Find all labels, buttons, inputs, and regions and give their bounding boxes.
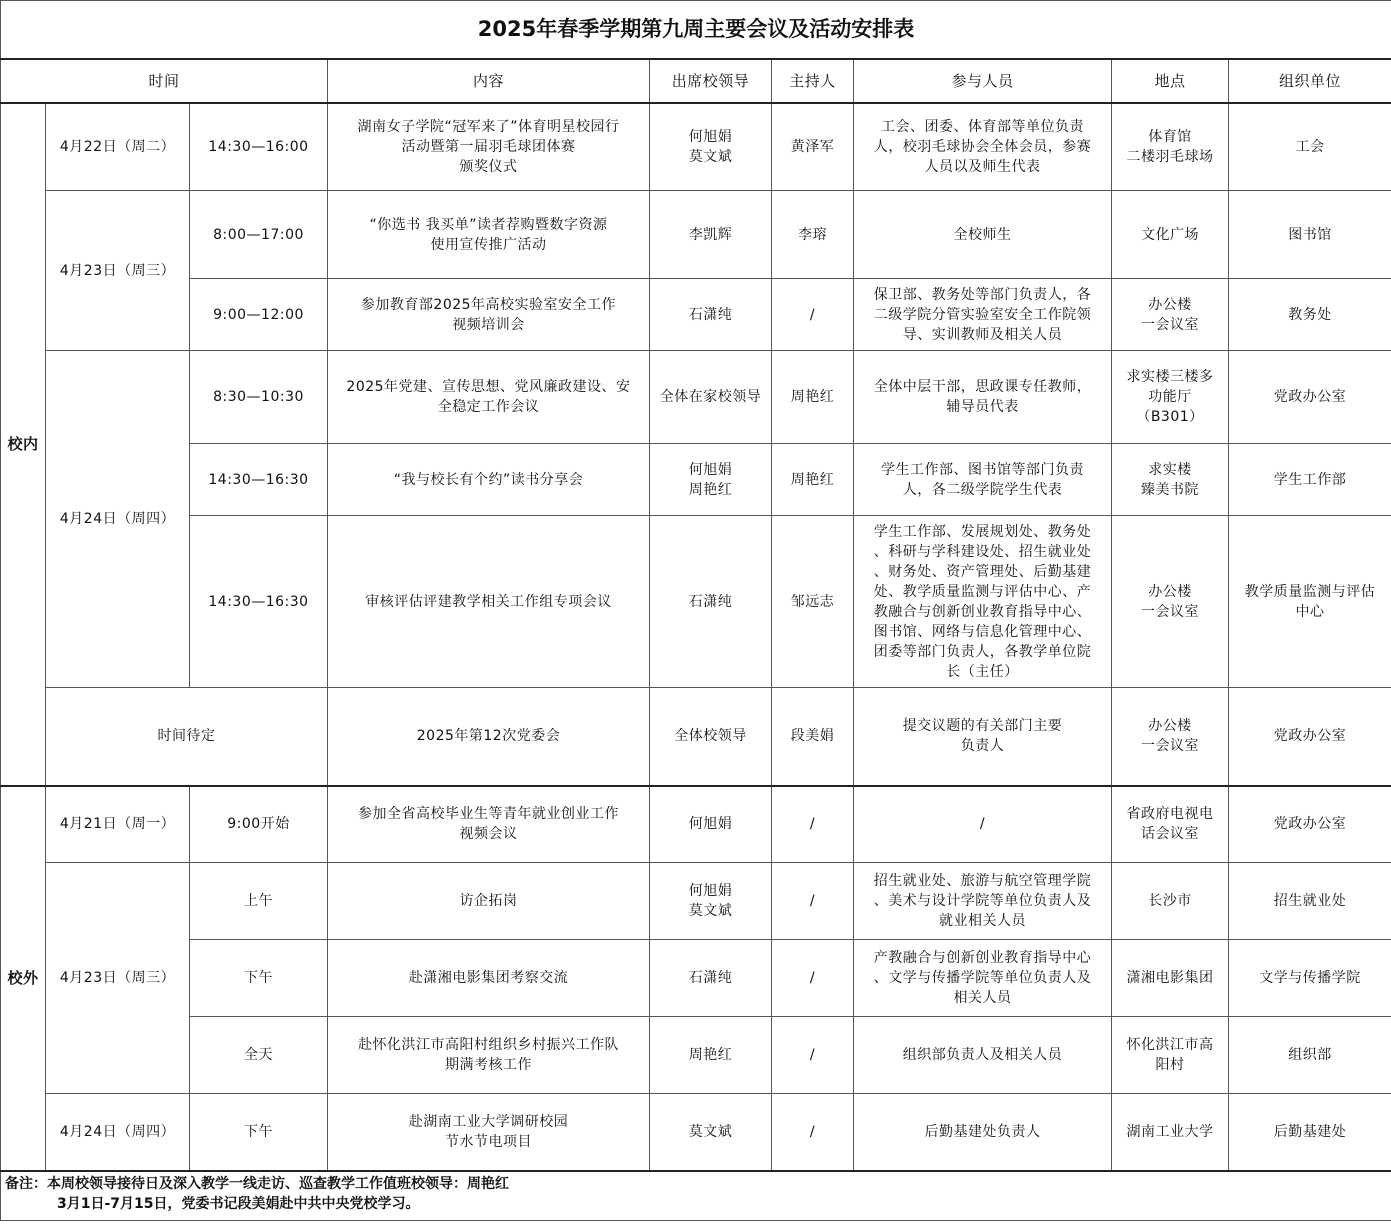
- location-cell: 办公楼 一会议室: [1112, 279, 1229, 351]
- location-cell: 求实楼三楼多 功能厅 （B301）: [1112, 351, 1229, 444]
- time-cell: 9:00开始: [190, 786, 328, 863]
- date-cell: 4月24日（周四）: [46, 351, 190, 688]
- time-cell: 时间待定: [46, 688, 328, 786]
- table-row: [1, 351, 1391, 444]
- organizer-cell: 后勤基建处: [1229, 1094, 1391, 1171]
- participants-cell: 后勤基建处负责人: [854, 1094, 1112, 1171]
- organizer-cell: 党政办公室: [1229, 786, 1391, 863]
- participants-cell: /: [854, 786, 1112, 863]
- header-participants: 参与人员: [854, 59, 1112, 103]
- organizer-cell: 工会: [1229, 103, 1391, 191]
- location-cell: 省政府电视电 话会议室: [1112, 786, 1229, 863]
- header-host: 主持人: [772, 59, 854, 103]
- footnote-line-2: 3月1日-7月15日，党委书记段美娟赴中共中央党校学习。: [57, 1195, 420, 1212]
- date-cell: 4月24日（周四）: [46, 1094, 190, 1171]
- leaders-cell: 何旭娟: [650, 786, 772, 863]
- content-cell: 参加教育部2025年高校实验室安全工作 视频培训会: [328, 279, 650, 351]
- location-cell: 求实楼 臻美书院: [1112, 444, 1229, 516]
- host-cell: 邹远志: [772, 516, 854, 688]
- section-label-offcampus: 校外: [1, 786, 46, 1171]
- time-cell: 8:00—17:00: [190, 191, 328, 279]
- organizer-cell: 招生就业处: [1229, 863, 1391, 940]
- footnote-line-1: 备注：本周校领导接待日及深入教学一线走访、巡查教学工作值班校领导：周艳红: [5, 1175, 509, 1192]
- location-cell: 长沙市: [1112, 863, 1229, 940]
- participants-cell: 提交议题的有关部门主要 负责人: [854, 688, 1112, 786]
- participants-cell: 学生工作部、图书馆等部门负责 人，各二级学院学生代表: [854, 444, 1112, 516]
- organizer-cell: 党政办公室: [1229, 351, 1391, 444]
- location-cell: 办公楼 一会议室: [1112, 688, 1229, 786]
- host-cell: /: [772, 786, 854, 863]
- leaders-cell: 全体校领导: [650, 688, 772, 786]
- host-cell: /: [772, 940, 854, 1017]
- footnote: [1, 1171, 1391, 1221]
- leaders-cell: 何旭娟 周艳红: [650, 444, 772, 516]
- content-cell: 赴湖南工业大学调研校园 节水节电项目: [328, 1094, 650, 1171]
- content-cell: 赴潇湘电影集团考察交流: [328, 940, 650, 1017]
- participants-cell: 保卫部、教务处等部门负责人，各 二级学院分管实验室安全工作院领 导、实训教师及相关人员: [854, 279, 1112, 351]
- leaders-cell: 李凯辉: [650, 191, 772, 279]
- location-cell: 潇湘电影集团: [1112, 940, 1229, 1017]
- content-cell: 2025年第12次党委会: [328, 688, 650, 786]
- host-cell: 黄泽军: [772, 103, 854, 191]
- time-cell: 14:30—16:00: [190, 103, 328, 191]
- time-cell: 全天: [190, 1017, 328, 1094]
- content-cell: “你选书 我买单”读者荐购暨数字资源 使用宣传推广活动: [328, 191, 650, 279]
- time-cell: 9:00—12:00: [190, 279, 328, 351]
- table-row: [1, 279, 1391, 351]
- table-row: [1, 863, 1391, 940]
- participants-cell: 全校师生: [854, 191, 1112, 279]
- host-cell: 段美娟: [772, 688, 854, 786]
- organizer-cell: 图书馆: [1229, 191, 1391, 279]
- header-row: [1, 59, 1391, 103]
- time-cell: 上午: [190, 863, 328, 940]
- content-cell: 2025年党建、宣传思想、党风廉政建设、安 全稳定工作会议: [328, 351, 650, 444]
- leaders-cell: 何旭娟 莫文斌: [650, 863, 772, 940]
- host-cell: 李瑢: [772, 191, 854, 279]
- date-cell: 4月21日（周一）: [46, 786, 190, 863]
- table-row: [1, 688, 1391, 786]
- content-cell: “我与校长有个约”读书分享会: [328, 444, 650, 516]
- location-cell: 体育馆 二楼羽毛球场: [1112, 103, 1229, 191]
- date-cell: 4月22日（周二）: [46, 103, 190, 191]
- header-time: 时间: [1, 59, 328, 103]
- location-cell: 办公楼 一会议室: [1112, 516, 1229, 688]
- time-cell: 下午: [190, 940, 328, 1017]
- organizer-cell: 学生工作部: [1229, 444, 1391, 516]
- host-cell: 周艳红: [772, 351, 854, 444]
- header-organizer: 组织单位: [1229, 59, 1391, 103]
- content-cell: 审核评估评建教学相关工作组专项会议: [328, 516, 650, 688]
- host-cell: /: [772, 1094, 854, 1171]
- participants-cell: 组织部负责人及相关人员: [854, 1017, 1112, 1094]
- participants-cell: 学生工作部、发展规划处、教务处 、科研与学科建设处、招生就业处 、财务处、资产管理处、后勤基建 处、教学质量监测与评估中心、产 教融合与创新创业教育指导中心、 图书馆、网络与信息化管理中心、 团委等部门负责人，各教学单位院 长（主任）: [854, 516, 1112, 688]
- time-cell: 8:30—10:30: [190, 351, 328, 444]
- date-cell: 4月23日（周三）: [46, 863, 190, 1094]
- page-title: 2025年春季学期第九周主要会议及活动安排表: [1, 1, 1391, 59]
- organizer-cell: 教学质量监测与评估 中心: [1229, 516, 1391, 688]
- table-row: [1, 444, 1391, 516]
- header-content: 内容: [328, 59, 650, 103]
- host-cell: /: [772, 1017, 854, 1094]
- participants-cell: 全体中层干部，思政课专任教师， 辅导员代表: [854, 351, 1112, 444]
- table-row: [1, 103, 1391, 191]
- leaders-cell: 石潇纯: [650, 940, 772, 1017]
- header-leaders: 出席校领导: [650, 59, 772, 103]
- content-cell: 访企拓岗: [328, 863, 650, 940]
- table-row: [1, 191, 1391, 279]
- date-cell: 4月23日（周三）: [46, 191, 190, 351]
- content-cell: 赴怀化洪江市高阳村组织乡村振兴工作队 期满考核工作: [328, 1017, 650, 1094]
- time-cell: 14:30—16:30: [190, 444, 328, 516]
- leaders-cell: 周艳红: [650, 1017, 772, 1094]
- participants-cell: 工会、团委、体育部等单位负责 人，校羽毛球协会全体会员，参赛 人员以及师生代表: [854, 103, 1112, 191]
- header-location: 地点: [1112, 59, 1229, 103]
- organizer-cell: 组织部: [1229, 1017, 1391, 1094]
- leaders-cell: 何旭娟 莫文斌: [650, 103, 772, 191]
- section-label-campus: 校内: [1, 103, 46, 786]
- location-cell: 怀化洪江市高 阳村: [1112, 1017, 1229, 1094]
- location-cell: 文化广场: [1112, 191, 1229, 279]
- leaders-cell: 全体在家校领导: [650, 351, 772, 444]
- host-cell: /: [772, 279, 854, 351]
- time-cell: 14:30—16:30: [190, 516, 328, 688]
- leaders-cell: 石潇纯: [650, 279, 772, 351]
- participants-cell: 招生就业处、旅游与航空管理学院 、美术与设计学院等单位负责人及 就业相关人员: [854, 863, 1112, 940]
- time-cell: 下午: [190, 1094, 328, 1171]
- table-row: [1, 786, 1391, 863]
- host-cell: 周艳红: [772, 444, 854, 516]
- location-cell: 湖南工业大学: [1112, 1094, 1229, 1171]
- organizer-cell: 教务处: [1229, 279, 1391, 351]
- table-row: [1, 940, 1391, 1017]
- content-cell: 参加全省高校毕业生等青年就业创业工作 视频会议: [328, 786, 650, 863]
- host-cell: /: [772, 863, 854, 940]
- participants-cell: 产教融合与创新创业教育指导中心 、文学与传播学院等单位负责人及 相关人员: [854, 940, 1112, 1017]
- organizer-cell: 文学与传播学院: [1229, 940, 1391, 1017]
- organizer-cell: 党政办公室: [1229, 688, 1391, 786]
- table-row: [1, 516, 1391, 688]
- table-row: [1, 1094, 1391, 1171]
- content-cell: 湖南女子学院“冠军来了”体育明星校园行 活动暨第一届羽毛球团体赛 颁奖仪式: [328, 103, 650, 191]
- leaders-cell: 石潇纯: [650, 516, 772, 688]
- table-row: [1, 1017, 1391, 1094]
- leaders-cell: 莫文斌: [650, 1094, 772, 1171]
